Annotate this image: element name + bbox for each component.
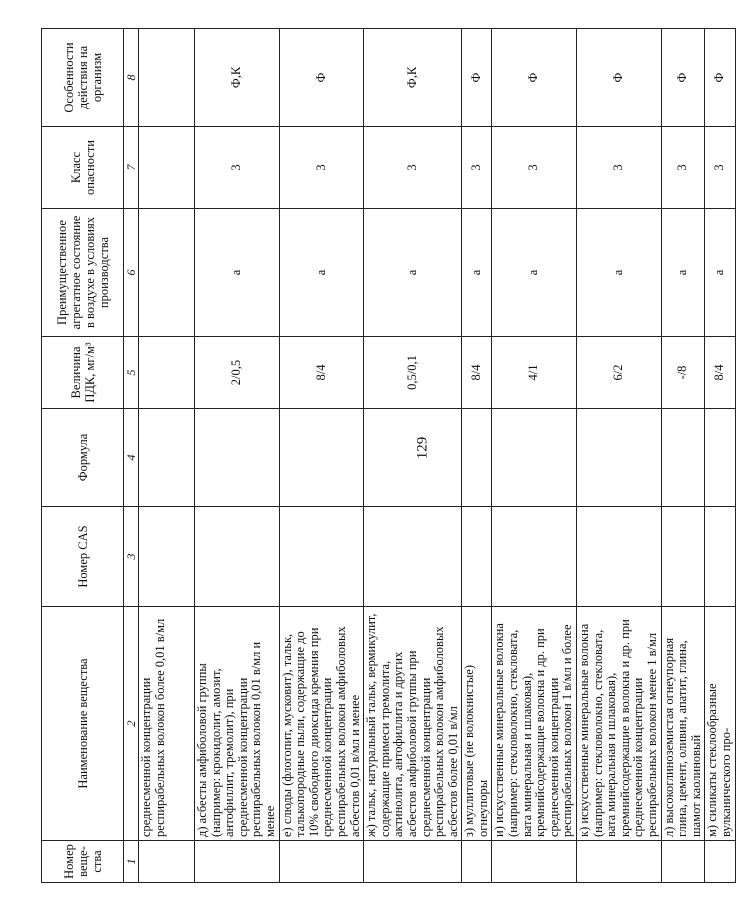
table-row [364,29,462,883]
cell-formula [139,409,195,507]
header-name: Наименование вещества [42,607,124,841]
cell-class: 3 [462,127,492,209]
table-row [577,29,662,883]
cell-cas [492,507,577,607]
cell-number [462,841,492,883]
cell-pdk: 8/4 [705,337,735,409]
cell-name: и) искусственные минеральные волокна (например: стекловолокно, стекловата, вата минеральная и шлаковая), кремнийсодержащие волокна и др. при среднесменной концентрации респирабельных волокон 1 в/мл и более [492,607,577,841]
cell-effect [139,29,195,127]
cell-state: а [705,209,735,337]
column-number: 6 [124,209,139,337]
cell-formula [661,409,705,507]
cell-name: ж) тальк, натуральный тальк, вермикулит, содержащие примеси тремолита, актинолита, антофиллита и других асбестов амфиболовой группы при среднесменной концентрации респирабельных волокон амфиболовых асбестов более 0,01 в/мл [364,607,462,841]
table-row [661,29,705,883]
cell-state: а [661,209,705,337]
table-row [195,29,280,883]
cell-cas [364,507,462,607]
cell-cas [577,507,662,607]
cell-number [705,841,735,883]
cell-cas [139,507,195,607]
cell-effect: Ф [577,29,662,127]
substances-table [41,28,736,883]
column-number: 2 [124,607,139,841]
header-effect: Особенности действия на организм [42,29,124,127]
cell-state: а [462,209,492,337]
cell-pdk: 8/4 [279,337,364,409]
cell-cas [661,507,705,607]
cell-formula [279,409,364,507]
cell-number [279,841,364,883]
cell-cas [279,507,364,607]
cell-formula [364,409,462,507]
header-cas: Номер CAS [42,507,124,607]
cell-class: 3 [364,127,462,209]
cell-name: м) силикаты стеклообразные вулканического про- [705,607,735,841]
cell-pdk: 2/0,5 [195,337,280,409]
cell-number [364,841,462,883]
table-row [462,29,492,883]
cell-cas [462,507,492,607]
cell-pdk: -/8 [661,337,705,409]
cell-state: а [364,209,462,337]
cell-cas [195,507,280,607]
cell-name: среднесменной концентрации респирабельных волокон более 0,01 в/мл [139,607,195,841]
cell-name: з) муллитовые (не волокнистые) огнеупоры [462,607,492,841]
table-row [139,29,195,883]
column-number: 7 [124,127,139,209]
cell-formula [462,409,492,507]
cell-pdk [139,337,195,409]
cell-pdk: 4/1 [492,337,577,409]
cell-number [661,841,705,883]
column-number-row [124,29,139,883]
page-number: 129 [414,436,431,460]
cell-state: а [577,209,662,337]
cell-formula [195,409,280,507]
cell-cas [705,507,735,607]
cell-effect: Ф [492,29,577,127]
column-number: 4 [124,409,139,507]
cell-effect: Ф,К [195,29,280,127]
cell-class: 3 [195,127,280,209]
cell-number [577,841,662,883]
cell-name: д) асбесты амфиболовой группы (например: крокидолит, амозит, антофиллит, тремолит), при среднесменной концентрации респирабельных волокон 0,01 в/мл и менее [195,607,280,841]
cell-class: 3 [577,127,662,209]
substances-table-sheet [41,29,733,883]
header-row [42,29,124,883]
cell-state: а [195,209,280,337]
column-number: 1 [124,841,139,883]
header-state: Преимущественное агрегатное состояние в воздухе в условиях производства [42,209,124,337]
cell-effect: Ф,К [364,29,462,127]
cell-formula [705,409,735,507]
cell-class [139,127,195,209]
cell-state: а [492,209,577,337]
table-row [705,29,735,883]
header-pdk: Величина ПДК, мг/м³ [42,337,124,409]
cell-class: 3 [279,127,364,209]
cell-effect: Ф [661,29,705,127]
cell-name: к) искусственные минеральные волокна (например: стекловолокно, стекловата, вата минеральная и шлаковая), кремнийсодержащие в волокна и др. при среднесменной концентрации респирабельных волокон менее 1 в/мл [577,607,662,841]
header-formula: Формула [42,409,124,507]
header-number: Номер веще-ства [42,841,124,883]
cell-class: 3 [492,127,577,209]
cell-pdk: 6/2 [577,337,662,409]
column-number: 3 [124,507,139,607]
cell-pdk: 8/4 [462,337,492,409]
cell-class: 3 [705,127,735,209]
cell-number [139,841,195,883]
cell-state: а [279,209,364,337]
cell-number [492,841,577,883]
header-class: Класс опасности [42,127,124,209]
cell-formula [577,409,662,507]
table-row [279,29,364,883]
cell-effect: Ф [279,29,364,127]
cell-class: 3 [661,127,705,209]
cell-pdk: 0,5/0,1 [364,337,462,409]
table-row [492,29,577,883]
cell-number [195,841,280,883]
cell-formula [492,409,577,507]
cell-effect: Ф [705,29,735,127]
column-number: 5 [124,337,139,409]
cell-state [139,209,195,337]
cell-name: л) высокоглиноземистая огнеупорная глина, цемент, оливин, апатит, глина, шамот каолиновый [661,607,705,841]
cell-effect: Ф [462,29,492,127]
cell-name: е) слюды (флогопит, мусковит), тальк, талькопородные пыли, содержащие до 10% свободного диоксида кремния при среднесменной концентрации респирабельных волокон амфиболовых асбестов 0,01 в/мл и менее [279,607,364,841]
column-number: 8 [124,29,139,127]
